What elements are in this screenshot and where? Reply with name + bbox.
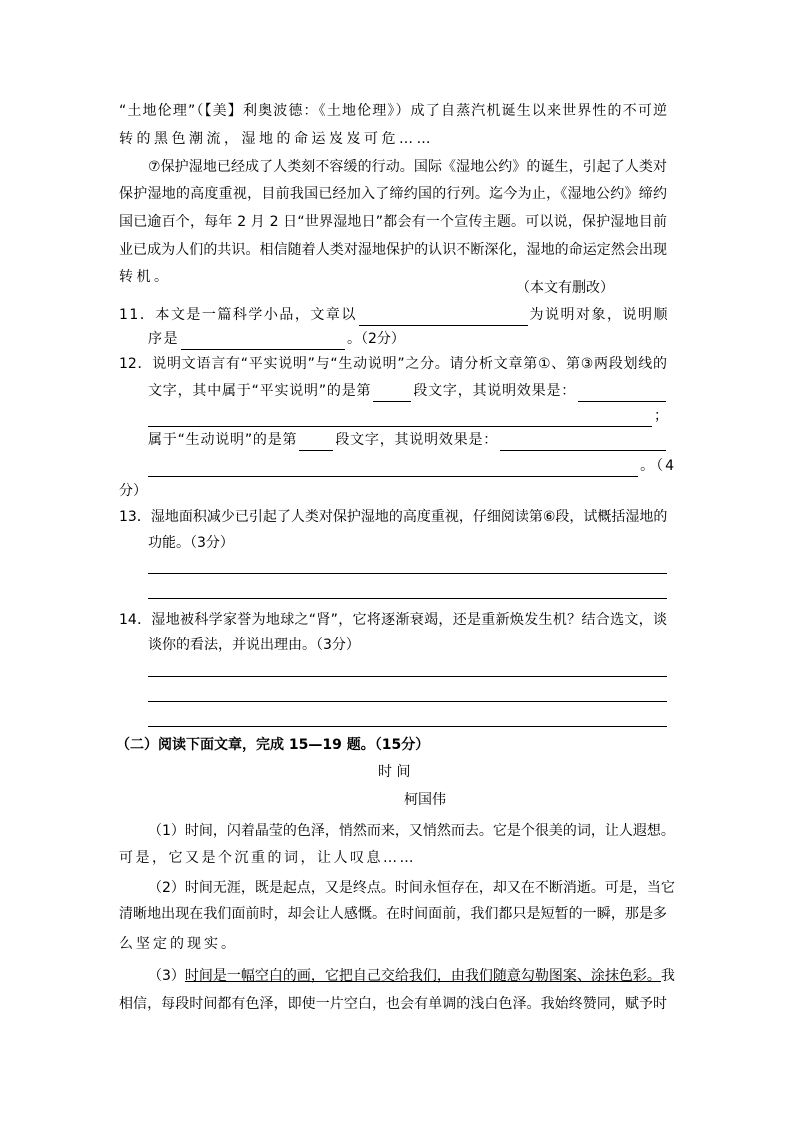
passage-line: 转机。: [119, 269, 172, 285]
underlined-sentence: 时间是一幅空白的画，它把自己交给我们，由我们随意勾勒图案、涂抹色彩。: [184, 968, 661, 984]
question-12-line3: [148, 405, 668, 427]
q11-text: 为说明对象，说明顺: [529, 307, 669, 323]
q11-text: 。（2分）: [347, 331, 405, 347]
article-author: 柯国伟: [404, 792, 446, 808]
q13-answer-line[interactable]: [148, 598, 667, 599]
q12-text: 段文字，其说明效果是：: [335, 432, 499, 448]
question-11-line2: [148, 328, 405, 350]
q14-answer-line[interactable]: [148, 676, 667, 677]
paragraph-text: 我: [660, 968, 675, 984]
article-paragraph-line: 么坚定的现实。: [119, 936, 238, 952]
question-13-line2: 功能。（3分）: [148, 535, 234, 551]
section-heading: （二）阅读下面文章，完成 15—19 题。（15分）: [116, 737, 430, 753]
passage-line: 国已逾百个，每年 2 月 2 日“世界湿地日”都会有一个宣传主题。可以说，保护湿地目前: [119, 214, 667, 230]
article-paragraph-line: 清晰地出现在我们面前时，却会让人感慨。在时间面前，我们都只是短暂的一瞬，那是多: [119, 906, 667, 922]
question-12: 12．说明文语言有“平实说明”与“生动说明”之分。请分析文章第①、第③两段划线的: [119, 356, 667, 372]
question-13: 13．湿地面积减少已引起了人类对保护湿地的高度重视，仔细阅读第⑥段，试概括湿地的: [119, 509, 668, 525]
article-paragraph-line: 可是，它又是个沉重的词，让人叹息……: [119, 850, 416, 866]
q12-blank-plain-effect-cont[interactable]: [148, 409, 652, 427]
q12-blank-vivid-effect[interactable]: [500, 433, 666, 451]
question-11: [119, 304, 669, 326]
question-12-line2: [148, 380, 668, 402]
q12-blank-vivid-paragraph[interactable]: [299, 433, 333, 451]
q11-blank-object[interactable]: [359, 308, 528, 326]
q14-answer-line[interactable]: [148, 726, 667, 727]
article-paragraph-line: （1）时间，闪着晶莹的色泽，悄然而来，又悄然而去。它是个很美的词，让人遐想。: [148, 823, 675, 839]
passage-line: ⑦保护湿地已经成了人类刻不容缓的行动。国际《湿地公约》的诞生，引起了人类对: [148, 159, 667, 175]
q12-blank-vivid-effect-cont[interactable]: [148, 459, 638, 477]
passage-line: 业已成为人们的共识。相信随着人类对湿地保护的认识不断深化，湿地的命运定然会出现: [119, 242, 667, 258]
q12-text: ；: [654, 408, 668, 424]
q12-text: 段文字，其说明效果是：: [413, 383, 577, 399]
article-paragraph-line: （2）时间无涯，既是起点，又是终点。时间永恒存在，却又在不断消逝。可是，当它: [148, 880, 675, 896]
article-title: 时 间: [378, 764, 411, 780]
source-note: （本文有删改）: [516, 280, 614, 296]
q14-answer-line[interactable]: [148, 701, 667, 702]
article-paragraph-line: 相信，每段时间都有色泽，即使一片空白，也会有单调的浅白色泽。我始终赞同，赋予时: [119, 996, 667, 1012]
q11-text: 11．本文是一篇科学小品，文章以: [119, 307, 357, 323]
paragraph-number: （3）: [148, 968, 185, 984]
question-14: 14．湿地被科学家誉为地球之“肾”，它将逐渐衰竭，还是重新焕发生机？结合选文，谈: [119, 612, 667, 628]
q11-blank-order[interactable]: [181, 332, 345, 350]
q12-text: 。（4: [640, 458, 676, 474]
question-12-line4: [148, 429, 668, 451]
question-12-line6: 分）: [119, 483, 147, 499]
question-12-line5: [148, 455, 676, 477]
q12-text: 属于“生动说明”的是第: [148, 432, 298, 448]
article-paragraph-line: [148, 965, 675, 987]
question-14-line2: 谈你的看法，并说出理由。（3分）: [148, 637, 360, 653]
q12-text: 文字，其中属于“平实说明”的是第: [148, 383, 372, 399]
q11-text: 序是: [148, 331, 179, 347]
q12-blank-plain-paragraph[interactable]: [373, 384, 411, 402]
passage-line: 保护湿地的高度重视，目前我国已经加入了缔约国的行列。迄今为止，《湿地公约》缔约: [119, 186, 667, 202]
passage-line: 转的黑色潮流，湿地的命运岌岌可危……: [119, 131, 434, 147]
passage-line: “土地伦理”（【美】利奥波德：《土地伦理》）成了自蒸汽机诞生以来世界性的不可逆: [119, 103, 667, 119]
q13-answer-line[interactable]: [148, 573, 667, 574]
q12-blank-plain-effect[interactable]: [578, 384, 666, 402]
